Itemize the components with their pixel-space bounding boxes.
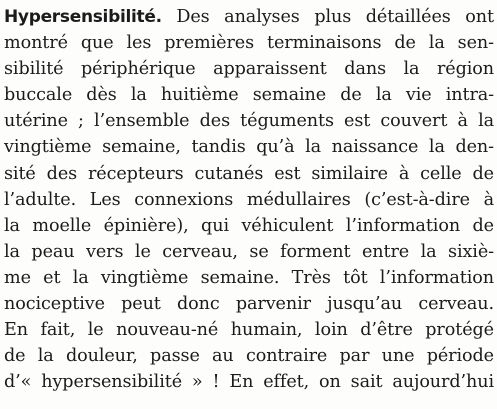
text-line-9: la moelle épinière), qui véhiculent l’information de bbox=[4, 215, 494, 236]
text-line-7: sité des récepteurs cutanés est similaire à celle de bbox=[4, 163, 494, 184]
text-line-13: En fait, le nouveau-né humain, loin d’être protégé bbox=[4, 320, 494, 341]
text-line-2: montré que les premières terminaisons de la sen- bbox=[4, 33, 494, 54]
text-line-8: l’adulte. Les connexions médullaires (c’est-à-dire à bbox=[4, 189, 494, 210]
text-line-1-rest: Des analyses plus détaillées ont bbox=[161, 7, 494, 27]
text-line-11: me et la vingtième semaine. Très tôt l’information bbox=[4, 267, 494, 288]
text-line-1 bbox=[4, 4, 494, 30]
text-line-15: d’« hypersensibilité » ! En effet, on sait aujourd’hui bbox=[4, 372, 494, 393]
section-lead-heading: Hypersensibilité. bbox=[4, 7, 162, 27]
text-line-10: la peau vers le cerveau, se forment entre la sixiè- bbox=[4, 241, 494, 262]
text-line-4: buccale dès la huitième semaine de la vie intra- bbox=[4, 85, 494, 106]
text-line-3: sibilité périphérique apparaissent dans la région bbox=[4, 59, 494, 80]
text-line-14: de la douleur, passe au contraire par une période bbox=[4, 346, 494, 367]
text-line-6: vingtième semaine, tandis qu’à la naissance la den- bbox=[4, 137, 494, 158]
text-line-12: nociceptive peut donc parvenir jusqu’au cerveau. bbox=[4, 294, 494, 315]
body-paragraph bbox=[4, 4, 494, 395]
text-line-5: utérine ; l’ensemble des téguments est couvert à la bbox=[4, 111, 494, 132]
